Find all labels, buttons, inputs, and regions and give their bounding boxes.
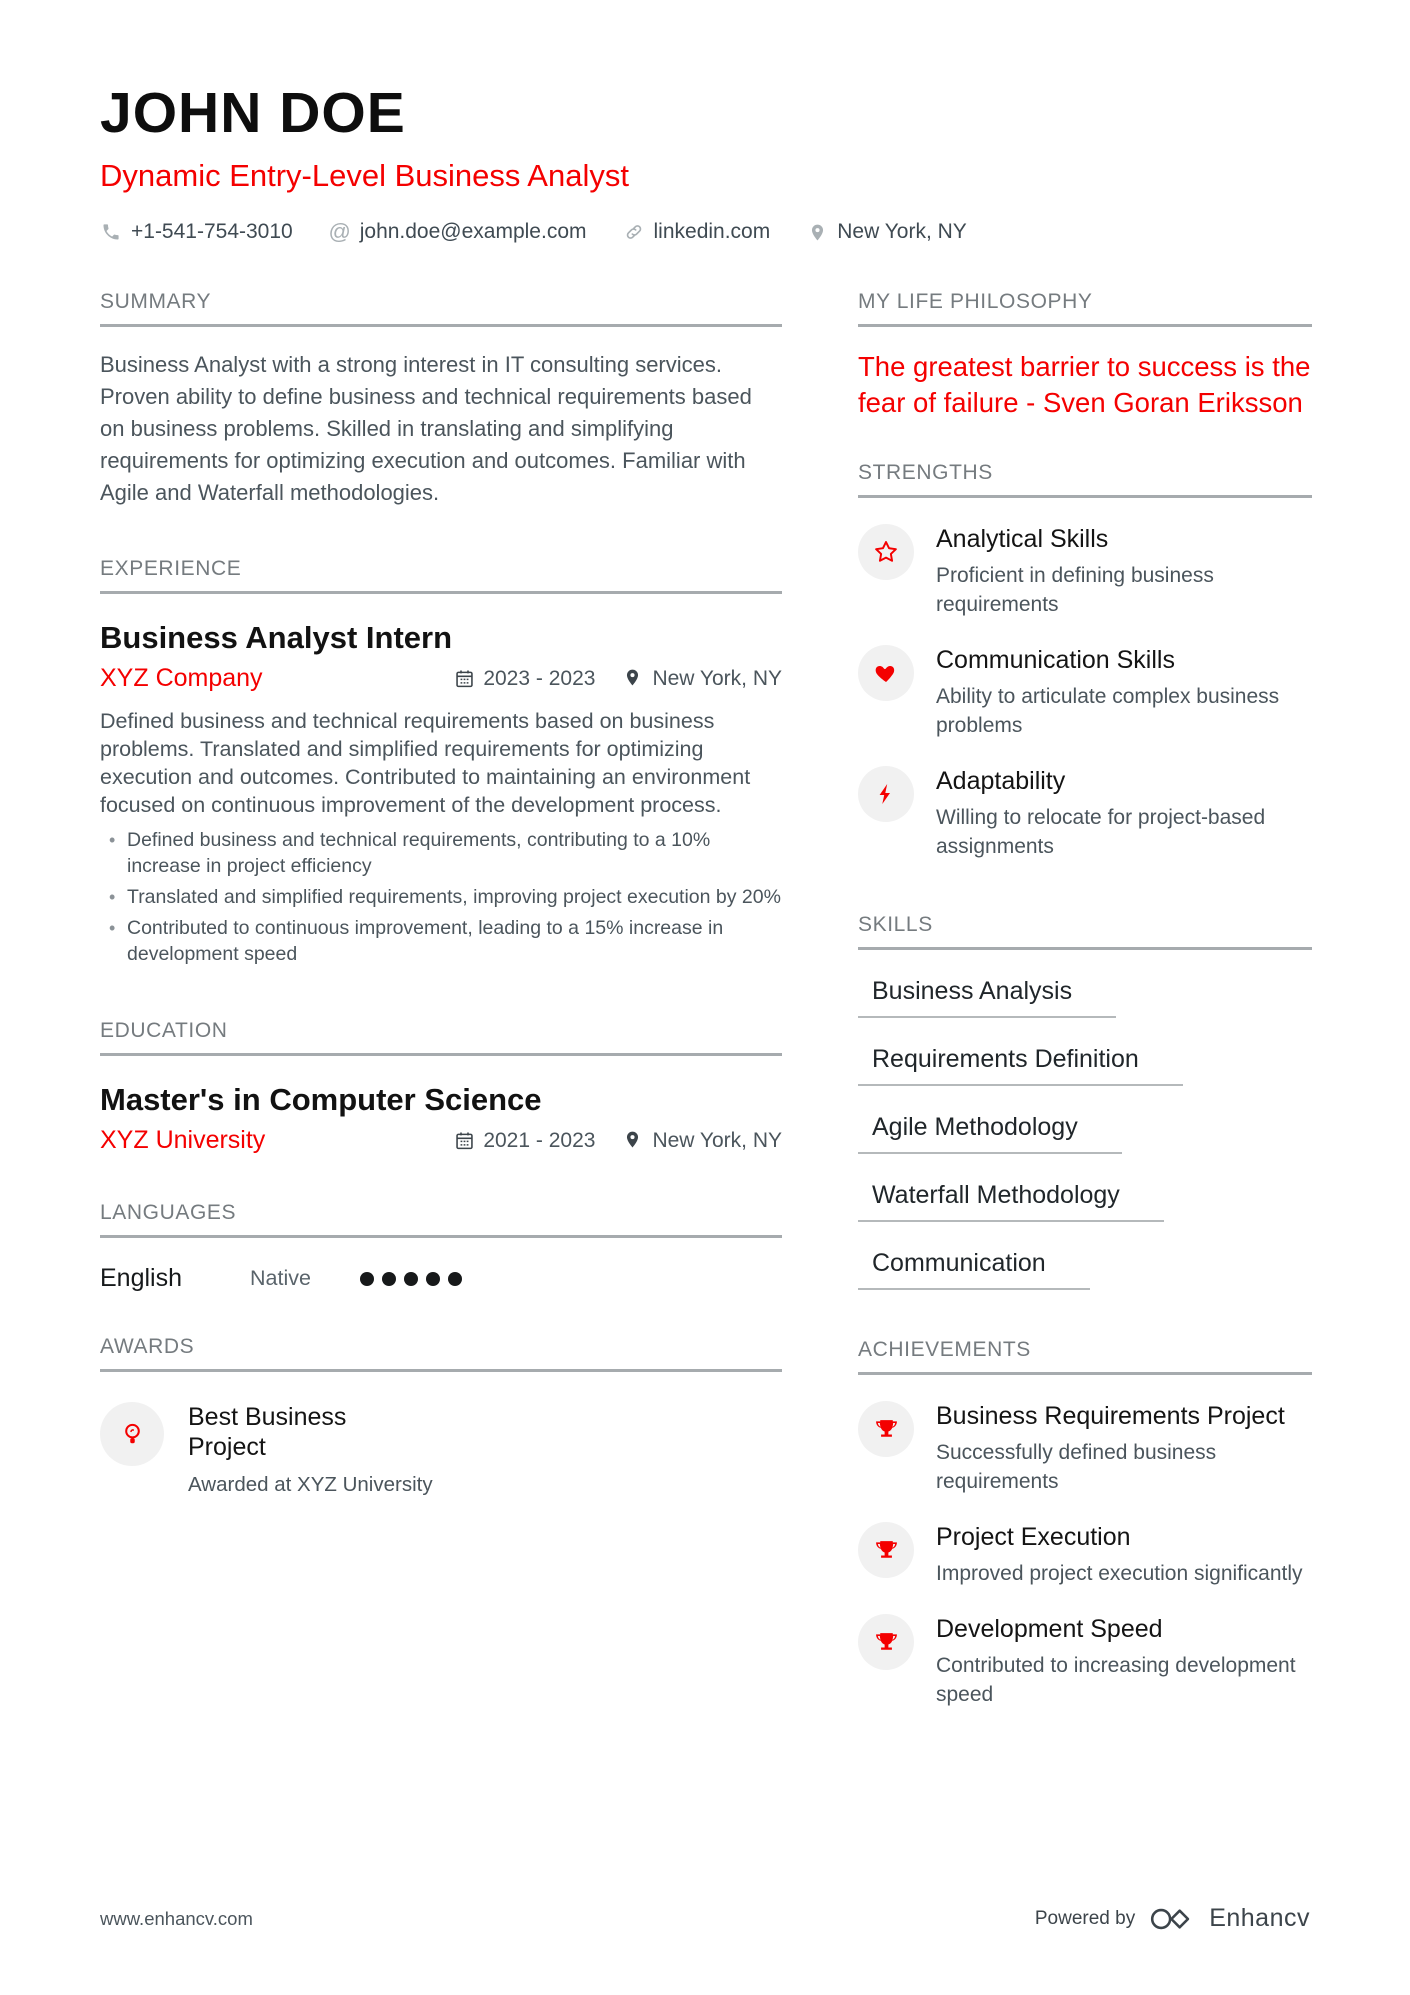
contact-email-text: john.doe@example.com — [359, 220, 587, 243]
person-job-title: Dynamic Entry-Level Business Analyst — [100, 158, 629, 193]
strengths-heading: STRENGTHS — [858, 461, 1312, 498]
achievement-item — [858, 1614, 1312, 1709]
contact-linkedin-text: linkedin.com — [653, 220, 771, 243]
summary-text: Business Analyst with a strong interest in IT consulting services. Proven ability to define business and technical requirements based on business problems. Skilled in translating and simplifying requirements for optimizing execution and outcomes. Familiar with Agile and Waterfall methodologies. — [100, 352, 752, 505]
pin-icon — [623, 668, 644, 689]
achievement-description: Successfully defined business requirements — [936, 1441, 1217, 1493]
achievement-description: Contributed to increasing development speed — [936, 1654, 1296, 1706]
level-dot-filled — [382, 1272, 396, 1286]
experience-entry — [100, 620, 782, 967]
strength-icon-circle — [858, 645, 914, 701]
strength-item — [858, 766, 1312, 861]
person-name: JOHN DOE — [100, 81, 406, 145]
section-skills — [858, 913, 1312, 1290]
education-dates-text: 2021 - 2023 — [483, 1128, 596, 1152]
star-icon — [873, 539, 899, 565]
contact-location-text: New York, NY — [837, 220, 967, 243]
experience-dates — [454, 667, 595, 691]
education-entry — [100, 1082, 782, 1155]
section-awards — [100, 1335, 782, 1499]
education-degree: Master's in Computer Science — [100, 1082, 542, 1117]
resume-header — [100, 80, 1310, 244]
experience-location — [623, 667, 782, 691]
achievement-icon-circle — [858, 1522, 914, 1578]
strength-description: Ability to articulate complex business problems — [936, 685, 1280, 737]
skills-heading: SKILLS — [858, 913, 1312, 950]
section-philosophy — [858, 290, 1312, 421]
calendar-icon — [454, 1130, 475, 1151]
philosophy-quote: The greatest barrier to success is the fear of failure - Sven Goran Eriksson — [858, 351, 1311, 418]
right-column — [858, 290, 1312, 1709]
achievement-icon-circle — [858, 1401, 914, 1457]
education-heading: EDUCATION — [100, 1019, 782, 1056]
award-subtitle: Awarded at XYZ University — [188, 1473, 433, 1496]
strength-title: Adaptability — [936, 767, 1066, 795]
contact-phone[interactable] — [100, 220, 293, 244]
section-experience — [100, 557, 782, 967]
achievement-item — [858, 1522, 1312, 1588]
trophy-icon — [874, 1630, 899, 1655]
strength-title: Analytical Skills — [936, 525, 1109, 553]
trophy-icon — [874, 1538, 899, 1563]
strength-description: Willing to relocate for project-based assignments — [936, 806, 1266, 858]
achievement-item — [858, 1401, 1312, 1496]
achievement-icon-circle — [858, 1614, 914, 1670]
education-dates — [454, 1129, 595, 1153]
skill-tag: Waterfall Methodology — [858, 1181, 1164, 1222]
pin-icon — [806, 221, 828, 243]
experience-company: XYZ Company — [100, 664, 263, 692]
philosophy-heading: MY LIFE PHILOSOPHY — [858, 290, 1312, 327]
achievements-heading: ACHIEVEMENTS — [858, 1338, 1312, 1375]
language-level: Native — [250, 1266, 311, 1290]
education-school: XYZ University — [100, 1126, 266, 1154]
at-icon: @ — [328, 219, 351, 244]
experience-bullet: • Translated and simplified requirements, improving project execution by 20% — [100, 884, 782, 910]
level-dot-filled — [448, 1272, 462, 1286]
level-dot-filled — [404, 1272, 418, 1286]
strength-description: Proficient in defining business requirements — [936, 564, 1214, 616]
trophy-icon — [874, 1417, 899, 1442]
experience-bullet: • Contributed to continuous improvement, leading to a 15% increase in development speed — [100, 915, 782, 967]
calendar-icon — [454, 668, 475, 689]
section-education — [100, 1019, 782, 1155]
language-name: English — [100, 1264, 182, 1292]
skill-tag: Requirements Definition — [858, 1045, 1183, 1086]
contact-row — [100, 220, 1310, 244]
section-summary — [100, 290, 782, 509]
level-dot-filled — [426, 1272, 440, 1286]
skill-tag: Communication — [858, 1249, 1090, 1290]
page-footer — [100, 1904, 1310, 1933]
languages-heading: LANGUAGES — [100, 1201, 782, 1238]
experience-role: Business Analyst Intern — [100, 620, 453, 655]
skill-tag: Business Analysis — [858, 977, 1116, 1018]
experience-bullets — [100, 827, 782, 967]
contact-linkedin[interactable] — [623, 220, 771, 244]
phone-icon — [100, 221, 122, 243]
achievement-title: Project Execution — [936, 1523, 1131, 1551]
enhancv-brand-text[interactable]: Enhancv — [1209, 1904, 1310, 1932]
contact-email[interactable] — [329, 220, 587, 244]
skill-tag: Agile Methodology — [858, 1113, 1122, 1154]
strength-title: Communication Skills — [936, 646, 1175, 674]
experience-bullet: • Defined business and technical requirements, contributing to a 10% increase in project efficiency — [100, 827, 782, 879]
section-languages — [100, 1201, 782, 1293]
achievement-description: Improved project execution significantly — [936, 1562, 1303, 1585]
language-level-dots — [360, 1272, 462, 1286]
contact-phone-text: +1-541-754-3010 — [131, 220, 293, 243]
lightbulb-icon — [119, 1421, 146, 1448]
experience-description: Defined business and technical requirements based on business problems. Translated and simplified requirements for optimizing execution and outcomes. Contributed to maintaining an environment focused on continuous improvement of the development process. — [100, 709, 751, 817]
strength-item — [858, 524, 1312, 619]
bolt-icon — [874, 782, 898, 806]
language-row — [100, 1264, 782, 1293]
strength-item — [858, 645, 1312, 740]
level-dot-filled — [360, 1272, 374, 1286]
award-icon-circle — [100, 1402, 164, 1466]
achievement-title: Development Speed — [936, 1615, 1163, 1643]
award-item — [100, 1402, 782, 1499]
education-location-text: New York, NY — [652, 1128, 782, 1152]
enhancv-logo-icon[interactable] — [1149, 1906, 1195, 1932]
link-icon — [623, 221, 645, 243]
award-title: Best Business Project — [188, 1403, 347, 1461]
section-strengths — [858, 461, 1312, 861]
left-column — [100, 290, 782, 1709]
powered-by-label: Powered by — [1034, 1907, 1136, 1929]
experience-dates-text: 2023 - 2023 — [483, 666, 596, 690]
contact-location — [806, 220, 967, 244]
footer-website-link[interactable]: www.enhancv.com — [100, 1907, 253, 1929]
summary-heading: SUMMARY — [100, 290, 782, 327]
heart-icon — [873, 660, 899, 686]
awards-heading: AWARDS — [100, 1335, 782, 1372]
section-achievements — [858, 1338, 1312, 1709]
strength-icon-circle — [858, 766, 914, 822]
strength-icon-circle — [858, 524, 914, 580]
experience-location-text: New York, NY — [652, 666, 782, 690]
pin-icon — [623, 1130, 644, 1151]
education-location — [623, 1129, 782, 1153]
achievement-title: Business Requirements Project — [936, 1402, 1285, 1430]
experience-heading: EXPERIENCE — [100, 557, 782, 594]
